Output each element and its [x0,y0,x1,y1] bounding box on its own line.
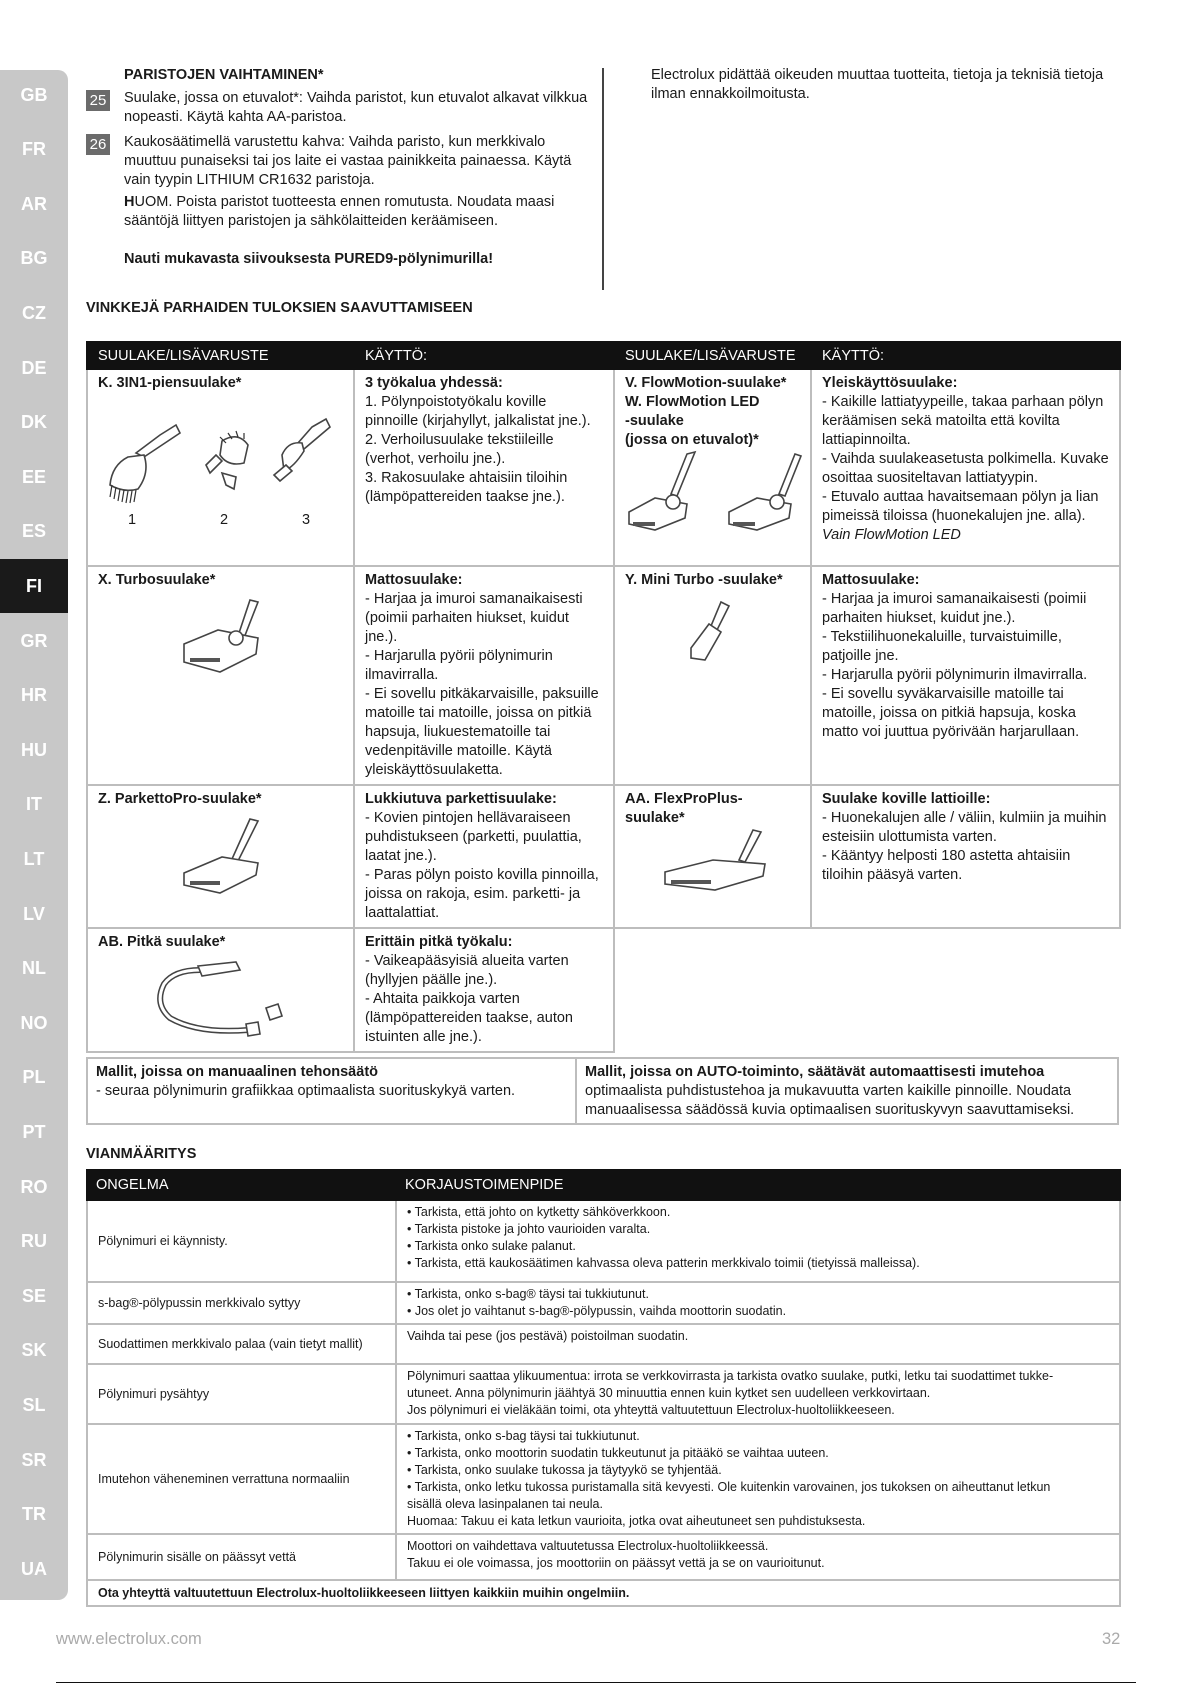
troubleshooting-row [87,1324,1120,1364]
language-tab-cz[interactable]: CZ [22,302,46,323]
k-usage-line-1: 1. Pölynpoistotyökalu koville pinnoille (kirjahyllyt, jalkalistat jne.). [365,394,591,429]
aa-usage-line-1: - Huonekalujen alle / väliin, kulmiin ja muihin esteisiin ulottumista varten. [822,810,1107,845]
accessory-y-name: Y. Mini Turbo -suulake* [625,572,783,588]
accessory-v-w [614,369,811,566]
x-usage-title: Mattosuulake: [365,572,463,588]
accessory-aa-usage [811,785,1120,928]
tips-table [86,341,1121,1053]
rights-note-text: Electrolux pidättää oikeuden muuttaa tuotteita, tietoja ja teknisiä tietoja ilman ennakkoilmoitusta. [651,67,1104,102]
tips-header-row [87,342,1120,369]
problem-cell: Imutehon väheneminen verrattuna normaaliin [87,1424,396,1534]
accessory-ab-name: AB. Pitkä suulake* [98,934,226,950]
tips-title: VINKKEJÄ PARHAIDEN TULOKSIEN SAAVUTTAMISEEN [86,300,473,316]
problem-cell: s-bag®-pölypussin merkkivalo syttyy [87,1282,396,1324]
accessory-k [87,369,354,566]
problem-cell: Suodattimen merkkivalo palaa (vain tietyt mallit) [87,1324,396,1364]
parkettopro-nozzle-illustration [98,817,338,901]
manual-power-title: Mallit, joissa on manuaalinen tehonsäätö [96,1064,378,1080]
v-usage-line-2: - Vaihda suulakeasetusta polkimella. Kuvake osoittaa suositeltavan lattiatyypin. [822,451,1109,486]
manual-power-text: - seuraa pölynimurin grafiikkaa optimaalista suorituskykyä varten. [96,1083,516,1099]
flexproplus-nozzle-illustration [625,828,805,898]
v-usage-note: Vain FlowMotion LED [822,527,961,543]
language-tab-ua[interactable]: UA [21,1558,47,1579]
solution-cell [396,1200,1120,1282]
accessory-v-w-usage [811,369,1120,566]
note-initial: H [124,194,135,210]
accessory-k-name: K. 3IN1-piensuulake* [98,375,242,391]
accessory-x [87,566,354,785]
solution-line: • Tarkista, onko suulake tukossa ja täytyykö se tyhjentää. [407,1463,722,1477]
troubleshooting-row [87,1534,1120,1580]
troubleshooting-row [87,1200,1120,1282]
bottom-rule [56,1682,1136,1683]
solution-cell [396,1324,1120,1364]
accessory-y [614,566,811,785]
aa-name-line-2: suulake* [625,810,685,826]
aa-usage-title: Suulake koville lattioille: [822,791,991,807]
item-number-26: 26 [86,134,110,155]
battery-disposal-note [124,193,594,231]
language-tab-ar[interactable]: AR [21,193,47,214]
header-solution: KORJAUSTOIMENPIDE [396,1170,1120,1200]
tips-header-usage-1: KÄYTTÖ: [354,342,614,369]
accessory-ab-usage [354,928,614,1052]
auto-power-title: Mallit, joissa on AUTO-toiminto, säätävät automaattisesti imutehoa [585,1064,1045,1080]
language-tab-fi[interactable]: FI [0,559,68,613]
solution-line: • Tarkista, että johto on kytketty sähköverkkoon. [407,1205,671,1219]
solution-line: Jos pölynimuri ei vieläkään toimi, ota yhteyttä valtuutettuun Electrolux-huoltoliikkeeseen. [407,1403,895,1417]
aa-usage-line-2: - Kääntyy helposti 180 astetta ahtaisiin tiloihin pääsyä varten. [822,848,1071,883]
troubleshooting-footer: Ota yhteyttä valtuutettuun Electrolux-huoltoliikkeeseen liittyen kaikkiin muihin ongelmiin. [87,1580,1120,1606]
y-usage-line-3: - Harjarulla pyörii pölynimurin ilmavirralla. [822,667,1088,683]
solution-line: sisällä oleva lasinpalanen tai neula. [407,1497,603,1511]
solution-line: Pölynimuri saattaa ylikuumentua: irrota se verkkovirrasta ja tarkista ovatko suulake, putki, letku tai suodattimet tukke- [407,1369,1054,1383]
troubleshooting-header-row [87,1170,1120,1200]
accessory-z-name: Z. ParkettoPro-suulake* [98,791,262,807]
ab-usage-line-1: - Vaikeapääsyisiä alueita varten (hyllyjen päälle jne.). [365,953,569,988]
language-tab-pl[interactable]: PL [22,1067,46,1088]
mini-turbo-nozzle-illustration [625,598,805,668]
solution-line: • Tarkista, onko moottorin suodatin tukkeutunut ja pitääkö se vaihtaa uuteen. [407,1446,829,1460]
z-usage-line-1: - Kovien pintojen hellävaraiseen puhdistukseen (parketti, puulattia, laatat jne.). [365,810,582,864]
page-number: 32 [1102,1630,1121,1648]
problem-cell: Pölynimuri pysähtyy [87,1364,396,1424]
v-name-line-3: -suulake [625,413,684,429]
tips-row [87,369,1120,566]
battery-item-26-text: Kaukosäätimellä varustettu kahva: Vaihda paristo, kun merkkivalo muuttuu punaiseksi tai jos laite ei vastaa painikkeita painaessa. Käytä vain tyypin LITHIUM CR1632 paristoja. [124,134,572,188]
v-name-line-4: (jossa on etuvalot)* [625,432,759,448]
language-tab-no[interactable]: NO [20,1012,48,1033]
solution-line: Takuu ei ole voimassa, jos moottoriin on päässyt vettä ja se on vaurioitunut. [407,1556,825,1570]
ab-usage-title: Erittäin pitkä työkalu: [365,934,513,950]
language-tab-dk[interactable]: DK [21,412,47,433]
y-usage-line-2: - Tekstiilihuonekaluille, turvaistuimille, patjoille jne. [822,629,1062,664]
language-tab-es[interactable]: ES [21,521,46,542]
troubleshooting-table [86,1169,1121,1607]
solution-line: utuneet. Anna pölynimurin jäähtyä 30 minuuttia ennen kuin kytket sen uudelleen verkkovirtaan. [407,1386,931,1400]
solution-line: Vaihda tai pese (jos pestävä) poistoilman suodatin. [407,1329,689,1343]
language-tab-hr[interactable]: HR [21,685,47,706]
accessory-x-usage [354,566,614,785]
language-tab-it[interactable]: IT [26,794,42,815]
long-nozzle-illustration [98,960,338,1044]
language-tab-nl[interactable]: NL [22,958,46,979]
language-tab-ro[interactable]: RO [20,1176,48,1197]
accessory-ab [87,928,354,1052]
solution-cell [396,1534,1120,1580]
language-tab-se[interactable]: SE [21,1285,46,1306]
tips-header-usage-2: KÄYTTÖ: [811,342,1120,369]
solution-cell [396,1282,1120,1324]
solution-line: • Tarkista, onko letku tukossa puristamalla sitä kevyesti. Ole kuitenkin varovainen, jos tukoksen on aiheuttanut letkun [407,1480,1051,1494]
language-tab-hu[interactable]: HU [21,739,47,760]
x-usage-line-2: - Harjarulla pyörii pölynimurin ilmavirralla. [365,648,553,683]
language-tab-fr[interactable]: FR [22,139,46,160]
solution-line: Moottori on vaihdettava valtuutetussa Electrolux-huoltoliikkeessä. [407,1539,769,1553]
k-usage-title: 3 työkalua yhdessä: [365,375,503,391]
troubleshooting-footer-row [87,1580,1120,1606]
tips-row [87,928,1120,1052]
language-tab-pt[interactable]: PT [22,1121,46,1142]
solution-line: • Tarkista, onko s-bag täysi tai tukkiutunut. [407,1429,640,1443]
v-usage-line-1: - Kaikille lattiatyypeille, takaa parhaan pölyn keräämisen sekä matoilta että kovilta lattiapinnoilta. [822,394,1104,448]
language-tab-gb[interactable]: GB [20,84,48,105]
battery-replacement-section [124,66,594,269]
k-usage-line-2: 2. Verhoilusuulake tekstiileille (verhot, verhoilu jne.). [365,432,554,467]
v-usage-title: Yleiskäyttösuulake: [822,375,958,391]
language-tab-gr[interactable]: GR [20,630,48,651]
accessory-k-usage [354,369,614,566]
aa-name-line-1: AA. FlexProPlus- [625,791,743,807]
y-usage-line-4: - Ei sovellu syväkarvaisille matoille tai matoille, joissa on pitkiä hapsuja, koska matto voi juuttua pyörivään harjarullaan. [822,686,1080,740]
language-tab-sl[interactable]: SL [22,1394,46,1415]
z-usage-line-2: - Paras pölyn poisto kovilla pinnoilla, joissa on rakoja, esim. parketti- ja laattalattiat. [365,867,599,921]
troubleshooting-row [87,1364,1120,1424]
battery-item-25-text: Suulake, jossa on etuvalot*: Vaihda paristot, kun etuvalot alkavat vilkkua nopeasti. Käytä kahta AA-paristoa. [124,90,588,125]
accessory-aa [614,785,811,928]
y-usage-title: Mattosuulake: [822,572,920,588]
empty-cell [614,928,811,1052]
solution-cell [396,1364,1120,1424]
language-tab-ru[interactable]: RU [21,1231,47,1252]
troubleshooting-title: VIANMÄÄRITYS [86,1146,197,1162]
tips-row [87,566,1120,785]
empty-cell [811,928,1120,1052]
language-tab-lt[interactable]: LT [23,848,45,869]
solution-line: • Tarkista pistoke ja johto vaurioiden varalta. [407,1222,651,1236]
rights-note [651,66,1121,104]
solution-cell [396,1424,1120,1534]
accessory-x-name: X. Turbosuulake* [98,572,216,588]
solution-line: Huomaa: Takuu ei kata letkun vaurioita, jotka ovat aiheutuneet sen puhdistuksesta. [407,1514,866,1528]
turbo-nozzle-illustration [98,598,338,678]
accessory-y-usage [811,566,1120,785]
closing-sentence: Nauti mukavasta siivouksesta PURED9-pölynimurilla! [124,251,494,267]
language-tab-sr[interactable]: SR [21,1449,47,1470]
x-usage-line-1: - Harjaa ja imuroi samanaikaisesti (poimii parhaiten hiukset, kuidut jne.). [365,591,583,645]
header-problem: ONGELMA [87,1170,396,1200]
solution-line: • Tarkista, että kaukosäätimen kahvassa oleva patterin merkkivalo toimii (tietyissä malleissa). [407,1256,920,1270]
column-divider [602,68,604,290]
battery-title: PARISTOJEN VAIHTAMINEN* [124,67,324,83]
manual-power-info [88,1059,575,1123]
k-usage-line-3: 3. Rakosuulake ahtaisiin tiloihin (lämpöpattereiden taakse jne.). [365,470,568,505]
v-usage-line-3: - Etuvalo auttaa havaitsemaan pölyn ja lian pimeissä tiloissa (huonekalujen jne. alla). [822,489,1099,524]
accessory-z [87,785,354,928]
language-tab-tr[interactable]: TR [22,1504,46,1525]
auto-power-text: optimaalista puhdistustehoa ja mukavuutta varten kaikille pinnoille. Noudata manuaalisessa säädössä kuvia optimaalisen suorituskyvyn saavuttamiseksi. [585,1083,1075,1118]
solution-line: • Tarkista onko sulake palanut. [407,1239,576,1253]
tips-header-accessory-2: SUULAKE/LISÄVARUSTE [614,342,811,369]
solution-line: • Tarkista, onko s-bag® täysi tai tukkiutunut. [407,1287,649,1301]
tips-header-accessory-1: SUULAKE/LISÄVARUSTE [87,342,354,369]
language-tab-ee[interactable]: EE [21,466,46,487]
footer-url: www.electrolux.com [56,1630,202,1648]
language-tab-lv[interactable]: LV [23,903,45,924]
note-text: UOM. Poista paristot tuotteesta ennen romutusta. Noudata maasi sääntöjä liittyen paristojen ja sähkölaitteiden keräämiseen. [124,194,555,229]
ab-usage-line-2: - Ahtaita paikkoja varten (lämpöpattereiden taakse, auton istuinten alle jne.). [365,991,573,1045]
k-label-1: 1 [128,512,137,528]
y-usage-line-1: - Harjaa ja imuroi samanaikaisesti (poimii parhaiten hiukset, kuidut jne.). [822,591,1087,626]
x-usage-line-3: - Ei sovellu pitkäkarvaisille, paksuille matoille tai matoille, joissa on pitkiä hapsuja, liukuestematoille tai vedenpitäville matoille. Käytä yleiskäyttösuulaketta. [365,686,599,778]
troubleshooting-body [87,1200,1120,1606]
item-number-25: 25 [86,90,110,111]
tips-row [87,785,1120,928]
solution-line: • Jos olet jo vaihtanut s-bag®-pölypussin, vaihda moottorin suodatin. [407,1304,787,1318]
accessory-z-usage [354,785,614,928]
flowmotion-nozzle-illustration [625,450,805,534]
troubleshooting-row [87,1282,1120,1324]
language-tab-de[interactable]: DE [21,357,47,378]
v-name-line-2: W. FlowMotion LED [625,394,760,410]
problem-cell: Pölynimuri ei käynnisty. [87,1200,396,1282]
troubleshooting-row [87,1424,1120,1534]
v-name-line-1: V. FlowMotion-suulake* [625,375,787,391]
k-label-2: 2 [220,512,229,528]
language-tab-sk[interactable]: SK [21,1340,47,1361]
auto-power-info [575,1059,1117,1123]
problem-cell: Pölynimurin sisälle on päässyt vettä [87,1534,396,1580]
k-label-3: 3 [302,512,311,528]
z-usage-title: Lukkiutuva parkettisuulake: [365,791,557,807]
power-control-box [86,1057,1119,1125]
language-tab-bg[interactable]: BG [20,248,48,269]
